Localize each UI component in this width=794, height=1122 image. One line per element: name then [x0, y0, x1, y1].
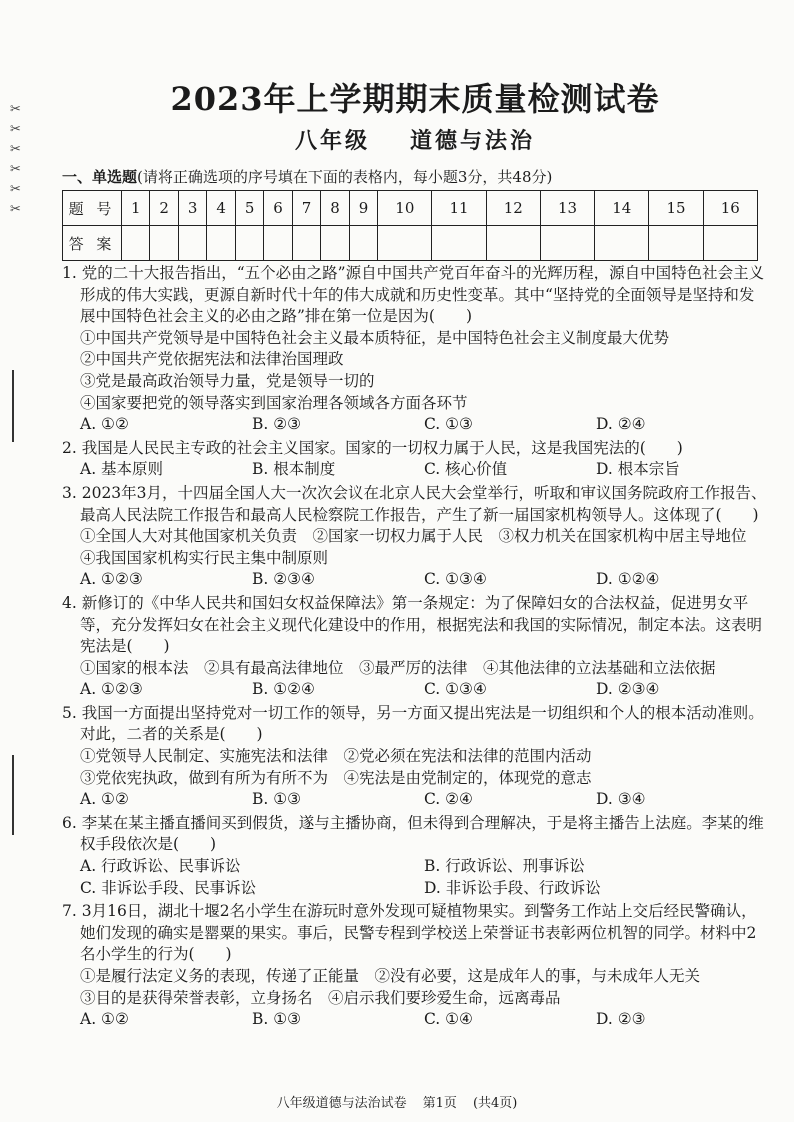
option-a: A. 行政诉讼、民事诉讼: [80, 857, 241, 876]
answer-table: [62, 190, 758, 261]
answer-cell[interactable]: [292, 226, 320, 261]
grade-label: 八年级: [294, 128, 370, 154]
option-b: B. 根本制度: [252, 460, 336, 479]
scissors-icon: ✂: [10, 162, 21, 177]
answer-cell[interactable]: [703, 226, 757, 261]
statement-line: ④国家要把党的领导落实到国家治理各领域各方面各环节: [80, 393, 468, 412]
scissors-icon: ✂: [10, 202, 21, 217]
answer-options: [62, 679, 768, 701]
answer-options: [62, 878, 768, 900]
statement-line: ①是履行法定义务的表现，传递了正能量 ②没有必要，这是成年人的事，与未成年人无关: [80, 967, 701, 985]
answer-table-number-row: [63, 191, 758, 226]
answer-cell[interactable]: [649, 226, 703, 261]
option-b: B. ①②④: [252, 680, 315, 699]
number-row-label: 题 号: [63, 191, 122, 226]
answer-cell[interactable]: [178, 226, 206, 261]
statement-line: ②中国共产党依据宪法和法律治国理政: [80, 350, 344, 369]
binding-line: [12, 370, 14, 442]
question-number-cell: 4: [207, 191, 235, 226]
answer-options: [62, 789, 768, 811]
question-number-cell: 12: [486, 191, 540, 226]
answer-options: [62, 414, 768, 436]
answer-cell[interactable]: [378, 226, 432, 261]
footer-total: (共4页): [472, 1096, 518, 1111]
option-c: C. 核心价值: [424, 460, 508, 479]
question-number-cell: 2: [150, 191, 178, 226]
answer-cell[interactable]: [150, 226, 178, 261]
option-c: C. ①④: [424, 1010, 473, 1029]
answer-cell[interactable]: [122, 226, 150, 261]
question-number-cell: 10: [378, 191, 432, 226]
question-stem: 4. 新修订的《中华人民共和国妇女权益保障法》第一条规定：为了保障妇女的合法权益，促进男女平等，充分发挥妇女在社会主义现代化建设中的作用，根据宪法和我国的实际情况，制定本法。这表明宪法是( ): [62, 593, 763, 656]
binding-margin: [10, 100, 28, 220]
option-d: D. ②③: [596, 1010, 646, 1029]
scissors-icon: ✂: [10, 102, 21, 117]
option-b: B. 行政诉讼、刑事诉讼: [424, 857, 585, 876]
question-number-cell: 16: [703, 191, 757, 226]
option-a: A. 基本原则: [80, 460, 164, 479]
question-stem: 1. 党的二十大报告指出，“五个必由之路”源自中国共产党百年奋斗的光辉历程，源自中国特色社会主义形成的伟大实践，更源自新时代十年的伟大成就和历史性变革。其中“坚持党的全面领导是坚持和发展中国特色社会主义的必由之路”排在第一位是因为( ): [62, 264, 765, 326]
statement-line: ①中国共产党领导是中国特色社会主义最本质特征，是中国特色社会主义制度最大优势: [80, 328, 670, 347]
exam-page: [62, 78, 768, 1031]
question-number-cell: 3: [178, 191, 206, 226]
question-stem: 6. 李某在某主播直播间买到假货，遂与主播协商，但未得到合理解决，于是将主播告上法庭。李某的维权手段依次是( ): [62, 813, 764, 854]
question-number-cell: 9: [349, 191, 377, 226]
option-d: D. ②④: [596, 415, 646, 434]
section-heading: [62, 166, 768, 188]
option-a: A. ①②: [80, 1010, 129, 1029]
question-1: [62, 263, 768, 436]
option-d: D. ②③④: [596, 680, 660, 699]
option-b: B. ①③: [252, 790, 302, 809]
answer-cell[interactable]: [540, 226, 594, 261]
answer-cell[interactable]: [595, 226, 649, 261]
answer-cell[interactable]: [207, 226, 235, 261]
option-a: A. ①②: [80, 415, 129, 434]
question-2: [62, 438, 768, 481]
statement-line: ①党领导人民制定、实施宪法和法律 ②党必须在宪法和法律的范围内活动: [80, 747, 592, 766]
option-a: A. ①②: [80, 790, 129, 809]
option-d: D. 根本宗旨: [596, 460, 680, 479]
exam-subtitle: [62, 126, 768, 156]
answer-table-answer-row: [63, 226, 758, 261]
statement-line: ①国家的根本法 ②具有最高法律地位 ③最严厉的法律 ④其他法律的立法基础和立法依据: [80, 658, 716, 677]
option-d: D. ③④: [596, 790, 646, 809]
answer-options: [62, 569, 768, 591]
answer-cell[interactable]: [264, 226, 292, 261]
option-c: C. ①③④: [424, 680, 487, 699]
question-7: [62, 901, 768, 1031]
question-number-cell: 1: [122, 191, 150, 226]
statement-line: ①全国人大对其他国家机关负责 ②国家一切权力属于人民 ③权力机关在国家机构中居主导地位 ④我国国家机构实行民主集中制原则: [80, 527, 763, 567]
question-number-cell: 7: [292, 191, 320, 226]
option-b: B. ②③: [252, 415, 302, 434]
option-d: D. 非诉讼手段、行政诉讼: [424, 878, 601, 897]
answer-row-label: 答 案: [63, 226, 122, 261]
scissors-icon: ✂: [10, 142, 21, 157]
question-number-cell: 5: [235, 191, 263, 226]
question-number-cell: 6: [264, 191, 292, 226]
section-instruction: (请将正确选项的序号填在下面的表格内，每小题3分，共48分): [137, 168, 553, 186]
question-number-cell: 8: [321, 191, 349, 226]
answer-cell[interactable]: [235, 226, 263, 261]
section-title: 一、单选题: [62, 168, 138, 186]
answer-options: [62, 1009, 768, 1031]
page-footer: [0, 1092, 794, 1111]
binding-line: [12, 755, 14, 835]
footer-page: 第1页: [422, 1096, 457, 1111]
subject-label: 道德与法治: [410, 128, 536, 154]
answer-cell[interactable]: [321, 226, 349, 261]
scissors-icon: ✂: [10, 122, 21, 137]
option-a: A. ①②③: [80, 680, 143, 699]
option-d: D. ①②④: [596, 570, 660, 589]
question-3: [62, 483, 768, 591]
question-number-cell: 13: [540, 191, 594, 226]
exam-title: 2023年上学期期末质量检测试卷: [170, 80, 660, 118]
answer-cell[interactable]: [349, 226, 377, 261]
question-stem: 7. 3月16日，湖北十堰2名小学生在游玩时意外发现可疑植物果实。到警务工作站上交后经民警确认，她们发现的确实是罂粟的果实。事后，民警专程到学校送上荣誉证书表彰两位机智的同学。材料中2名小学生的行为( ): [62, 902, 757, 964]
answer-options: [62, 856, 768, 878]
footer-subject: 八年级道德与法治试卷: [276, 1096, 407, 1111]
question-number-cell: 14: [595, 191, 649, 226]
option-b: B. ②③④: [252, 570, 315, 589]
statement-line: ③党依宪执政，做到有所为有所不为 ④宪法是由党制定的，体现党的意志: [80, 768, 592, 787]
question-stem: 3. 2023年3月，十四届全国人大一次次会议在北京人民大会堂举行，听取和审议国务院政府工作报告、最高人民法院工作报告和最高人民检察院工作报告，产生了新一届国家机构领导人。这体现了( ): [62, 483, 767, 524]
answer-cell[interactable]: [432, 226, 486, 261]
question-stem: 2. 我国是人民民主专政的社会主义国家。国家的一切权力属于人民，这是我国宪法的( ): [62, 438, 683, 457]
option-a: A. ①②③: [80, 570, 143, 589]
answer-options: [62, 459, 768, 481]
option-c: C. ①③: [424, 415, 473, 434]
option-b: B. ①③: [252, 1010, 302, 1029]
statement-line: ③目的是获得荣誉表彰，立身扬名 ④启示我们要珍爱生命，远离毒品: [80, 988, 561, 1007]
question-4: [62, 593, 768, 701]
question-stem: 5. 我国一方面提出坚持党对一切工作的领导，另一方面又提出宪法是一切组织和个人的根本活动准则。对此，二者的关系是( ): [62, 703, 764, 744]
answer-cell[interactable]: [486, 226, 540, 261]
question-number-cell: 15: [649, 191, 703, 226]
option-c: C. 非诉讼手段、民事诉讼: [80, 878, 257, 897]
option-c: C. ①③④: [424, 570, 487, 589]
scissors-icon: ✂: [10, 182, 21, 197]
question-5: [62, 703, 768, 811]
question-number-cell: 11: [432, 191, 486, 226]
option-c: C. ②④: [424, 790, 473, 809]
question-6: [62, 813, 768, 899]
statement-line: ③党是最高政治领导力量，党是领导一切的: [80, 371, 375, 390]
